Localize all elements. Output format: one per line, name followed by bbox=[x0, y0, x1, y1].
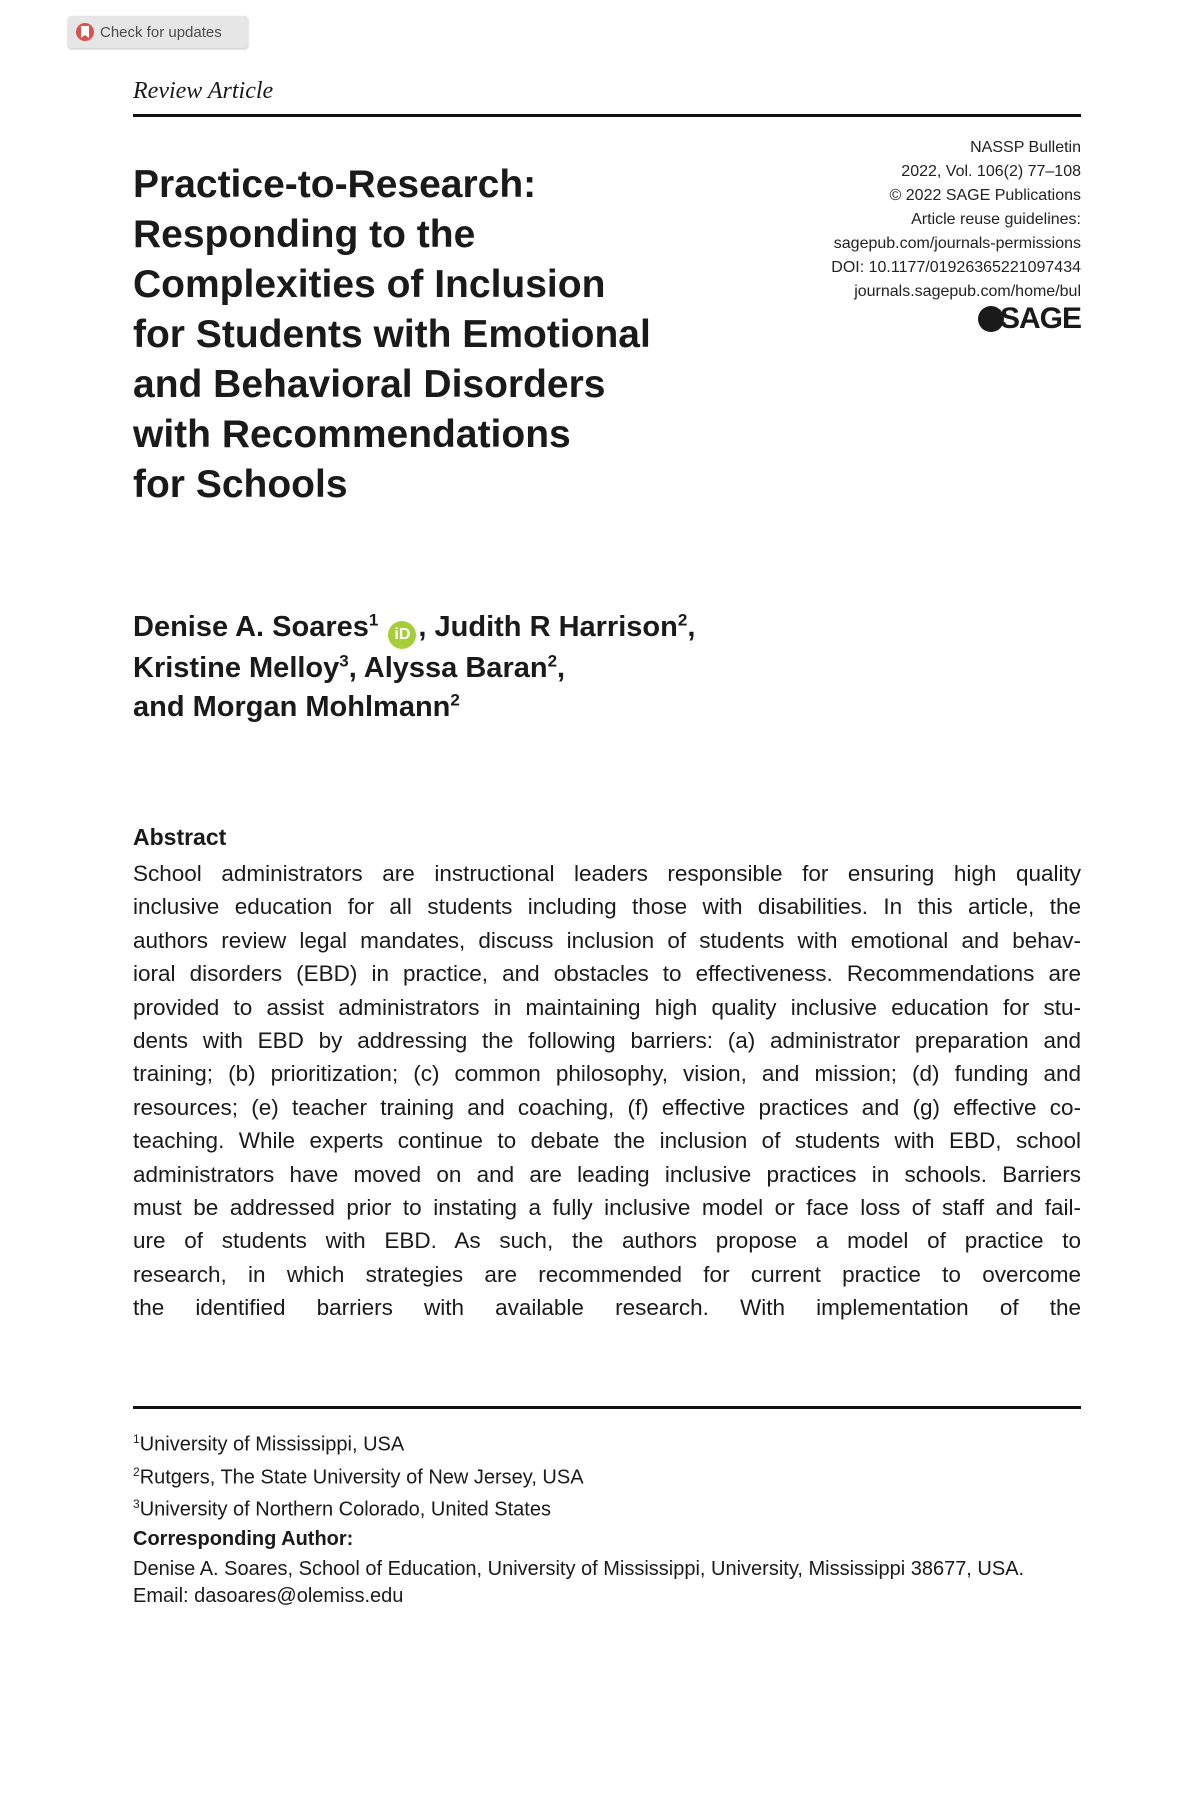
sage-logo bbox=[978, 302, 1081, 336]
doi[interactable]: DOI: 10.1177/01926365221097434 bbox=[831, 259, 1081, 276]
abstract-line: authors review legal mandates, discuss inclusion of students with emotional and behav- bbox=[133, 927, 1081, 953]
affiliation-marker: 1 bbox=[368, 610, 379, 630]
reuse-guidelines-label: Article reuse guidelines: bbox=[911, 211, 1081, 228]
author-name: Kristine Melloy bbox=[133, 651, 340, 684]
abstract-line: ioral disorders (EBD) in practice, and obstacles to effectiveness. Recommendations are bbox=[133, 961, 1081, 987]
affiliation-item bbox=[133, 1459, 584, 1492]
title-line: for Schools bbox=[133, 463, 348, 506]
corresponding-author-address: Denise A. Soares, School of Education, University of Mississippi, University, Mississippi 38677, USA. bbox=[133, 1558, 1025, 1580]
orcid-icon[interactable]: iD bbox=[388, 621, 416, 649]
corresponding-author-email[interactable]: Email: dasoares@olemiss.edu bbox=[133, 1585, 404, 1607]
abstract-line: provided to assist administrators in maintaining high quality inclusive education for stu- bbox=[133, 994, 1081, 1020]
affiliation-item bbox=[133, 1426, 584, 1459]
author-conjunction: and bbox=[133, 690, 193, 723]
article-title bbox=[133, 160, 753, 510]
affiliation-text: University of Northern Colorado, United States bbox=[139, 1498, 551, 1521]
affiliation-marker: 2 bbox=[677, 610, 688, 630]
affiliation-marker: 2 bbox=[133, 1464, 140, 1479]
title-line: and Behavioral Disorders bbox=[133, 363, 606, 406]
abstract-line: ure of students with EBD. As such, the authors propose a model of practice to bbox=[133, 1228, 1081, 1254]
abstract-line: administrators have moved on and are leading inclusive practices in schools. Barriers bbox=[133, 1161, 1081, 1187]
journal-home-link[interactable]: journals.sagepub.com/home/bul bbox=[854, 283, 1081, 300]
affiliation-marker: 1 bbox=[133, 1432, 140, 1446]
affiliation-marker: 2 bbox=[450, 689, 460, 709]
title-line: with Recommendations bbox=[133, 413, 571, 456]
affiliation-marker: 3 bbox=[339, 650, 349, 670]
affiliation-text: Rutgers, The State University of New Jersey, USA bbox=[139, 1466, 584, 1489]
abstract-line: inclusive education for all students including those with disabilities. In this article, the bbox=[133, 894, 1081, 920]
title-line: Responding to the bbox=[133, 213, 476, 256]
corresponding-author-details bbox=[133, 1556, 1024, 1610]
article-type-label: Review Article bbox=[133, 78, 274, 104]
abstract-line: dents with EBD by addressing the following barriers: (a) administrator preparation and bbox=[133, 1028, 1081, 1054]
abstract-line: resources; (e) teacher training and coaching, (f) effective practices and (g) effective co- bbox=[133, 1094, 1081, 1120]
journal-name: NASSP Bulletin bbox=[970, 139, 1081, 156]
permissions-link[interactable]: sagepub.com/journals-permissions bbox=[833, 235, 1081, 252]
affiliation-marker: 2 bbox=[547, 650, 558, 670]
affiliation-text: University of Mississippi, USA bbox=[139, 1433, 405, 1456]
title-line: for Students with Emotional bbox=[133, 313, 651, 356]
author-name: Alyssa Baran bbox=[363, 651, 548, 684]
affiliation-item bbox=[133, 1491, 584, 1524]
journal-copyright: © 2022 SAGE Publications bbox=[889, 187, 1081, 204]
author-name: Judith R Harrison bbox=[434, 611, 678, 643]
title-line: Complexities of Inclusion bbox=[133, 263, 606, 306]
abstract-line: training; (b) prioritization; (c) common philosophy, vision, and mission; (d) funding and bbox=[133, 1061, 1081, 1087]
journal-meta bbox=[831, 136, 1081, 304]
sage-logo-text: SAGE bbox=[999, 302, 1081, 335]
abstract-line: must be addressed prior to instating a fully inclusive model or face loss of staff and fail- bbox=[133, 1195, 1081, 1221]
author-list: Denise A. Soares$^1$ iD , Judith R Harrison$^2$, Kristine Melloy$^3$, Alyssa Baran$^2$, and Morgan Mohlmann$^2$ bbox=[133, 610, 696, 723]
abstract-heading: Abstract bbox=[133, 824, 227, 850]
author-name: Morgan Mohlmann bbox=[192, 690, 451, 723]
author-name: Denise A. Soares bbox=[133, 611, 369, 643]
affiliations bbox=[133, 1426, 584, 1524]
check-for-updates-button[interactable] bbox=[68, 16, 248, 48]
check-for-updates-label: Check for updates bbox=[100, 23, 222, 41]
abstract-line: School administrators are instructional leaders responsible for ensuring high quality bbox=[133, 861, 1081, 886]
title-line: Practice-to-Research: bbox=[133, 163, 537, 206]
affiliation-marker: 3 bbox=[133, 1497, 140, 1512]
abstract-line: teaching. While experts continue to debate the inclusion of students with EBD, school bbox=[133, 1128, 1081, 1154]
journal-volume: 2022, Vol. 106(2) 77–108 bbox=[901, 163, 1081, 180]
bookmark-icon bbox=[76, 23, 94, 41]
abstract-line: the identified barriers with available research. With implementation of the bbox=[133, 1295, 1081, 1321]
header-divider bbox=[133, 114, 1081, 117]
footnote-divider bbox=[133, 1406, 1081, 1409]
abstract-body bbox=[133, 857, 1081, 1325]
abstract-line: research, in which strategies are recommended for current practice to overcome bbox=[133, 1261, 1081, 1287]
corresponding-author-heading: Corresponding Author: bbox=[133, 1528, 354, 1550]
